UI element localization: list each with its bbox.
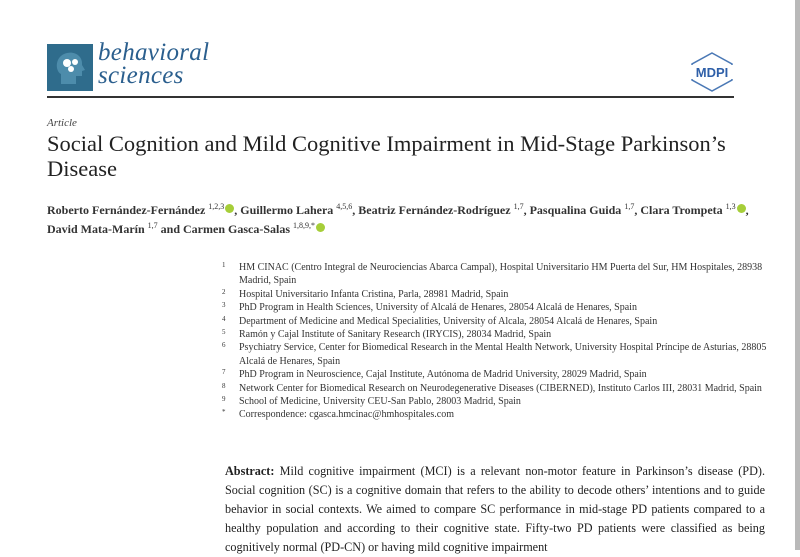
affiliation-item <box>222 408 782 421</box>
author-name[interactable]: Pasqualina Guida <box>529 203 622 217</box>
abstract-text: Mild cognitive impairment (MCI) is a relevant non-motor feature in Parkinson’s disease (PD). Social cognition (SC) is a cognitive domain that refers to the ability to decode others’ intentions and to guide behavior in social contexts. We aimed to compare SC performance in mid-stage PD patients compared to a healthy population and according to their cognitive state. Fifty-two PD patients were classified as being cognitively normal (PD-CN) or having mild cognitive impairment <box>225 464 765 554</box>
journal-name-line2: sciences <box>98 62 184 89</box>
affiliation-item <box>222 301 782 314</box>
affiliation-text: PhD Program in Neuroscience, Cajal Institute, Autónoma de Madrid University, 28029 Madrid, Spain <box>239 369 647 381</box>
author-affiliation-sup: 4,5,6 <box>336 202 353 211</box>
author-affiliation-sup: 1,8,9,* <box>293 221 316 230</box>
affiliation-number: 8 <box>222 381 226 390</box>
header-rule <box>47 96 734 98</box>
affiliation-text: Hospital Universitario Infanta Cristina, Parla, 28981 Madrid, Spain <box>239 288 509 300</box>
article-title: Social Cognition and Mild Cognitive Impairment in Mid-Stage Parkinson’s Disease <box>47 131 726 181</box>
affiliation-item <box>222 341 782 368</box>
affiliations <box>222 261 782 422</box>
affiliation-text: Department of Medicine and Medical Specialities, University of Alcala, 28054 Alcalá de Henares, Spain <box>239 315 658 327</box>
affiliation-number: 1 <box>222 261 226 269</box>
scrollbar[interactable] <box>795 0 800 550</box>
abstract <box>225 462 765 557</box>
affiliation-number: * <box>222 408 226 417</box>
affiliation-number: 7 <box>222 368 226 377</box>
affiliation-number: 4 <box>222 314 226 323</box>
author-name[interactable]: Roberto Fernández-Fernández <box>47 203 206 217</box>
author-affiliation-sup: 1,7 <box>624 202 635 211</box>
affiliation-text[interactable]: Correspondence: cgasca.hmcinac@hmhospitales.com <box>239 409 454 421</box>
author-separator: , <box>745 203 749 217</box>
affiliation-text: PhD Program in Health Sciences, University of Alcalá de Henares, 28054 Alcalá de Henares, Spain <box>239 302 637 314</box>
orcid-icon[interactable] <box>225 204 234 213</box>
author-separator: and <box>157 222 184 236</box>
affiliation-text: School of Medicine, University CEU-San Pablo, 28003 Madrid, Spain <box>239 396 521 408</box>
affiliation-item <box>222 328 782 341</box>
publisher-name: MDPI <box>695 65 729 80</box>
orcid-icon[interactable] <box>737 204 746 213</box>
affiliation-item <box>222 368 782 381</box>
author-name[interactable]: Guillermo Lahera <box>240 203 334 217</box>
author-separator: , <box>523 203 530 217</box>
affiliation-text: Psychiatry Service, Center for Biomedical Research in the Mental Health Network, University Hospital Príncipe de Asturias, 28805 Alcalá de Henares, Spain <box>239 342 767 367</box>
author-affiliation-sup: 1,7 <box>147 221 158 230</box>
journal-name-line1: behavioral <box>98 39 210 66</box>
author-name[interactable]: Beatriz Fernández-Rodríguez <box>358 203 511 217</box>
affiliation-number: 2 <box>222 287 226 296</box>
affiliation-item <box>222 261 782 288</box>
affiliation-item <box>222 315 782 328</box>
author-name[interactable]: Carmen Gasca-Salas <box>183 222 291 236</box>
author-separator: , <box>634 203 641 217</box>
author-name[interactable]: Clara Trompeta <box>640 203 723 217</box>
author-affiliation-sup: 1,3 <box>725 202 736 211</box>
author-name[interactable]: David Mata-Marín <box>47 222 145 236</box>
article-type: Article <box>47 117 77 129</box>
author-list <box>47 199 767 237</box>
orcid-icon[interactable] <box>316 223 325 232</box>
abstract-label: Abstract: <box>225 464 275 478</box>
affiliation-item <box>222 395 782 408</box>
affiliation-number: 6 <box>222 341 226 350</box>
affiliation-item <box>222 382 782 395</box>
author-separator: , <box>234 203 241 217</box>
affiliation-text: Ramón y Cajal Institute of Sanitary Research (IRYCIS), 28034 Madrid, Spain <box>239 329 552 341</box>
journal-logo-icon <box>47 44 93 91</box>
affiliation-text: HM CINAC (Centro Integral de Neurociencias Abarca Campal), Hospital Universitario HM Puerta del Sur, HM Hospitales, 28938 Madrid, Spain <box>239 262 763 287</box>
journal-name <box>98 41 209 87</box>
mdpi-logo-icon <box>690 52 734 92</box>
affiliation-text: Network Center for Biomedical Research on Neurodegenerative Diseases (CIBERNED), Instituto Carlos III, 28031 Madrid, Spain <box>239 382 762 394</box>
affiliation-number: 3 <box>222 301 226 310</box>
author-affiliation-sup: 1,7 <box>513 202 524 211</box>
author-affiliation-sup: 1,2,3 <box>208 202 225 211</box>
affiliation-number: 9 <box>222 395 226 404</box>
affiliation-item <box>222 288 782 301</box>
author-separator: , <box>352 203 359 217</box>
affiliation-number: 5 <box>222 328 226 337</box>
